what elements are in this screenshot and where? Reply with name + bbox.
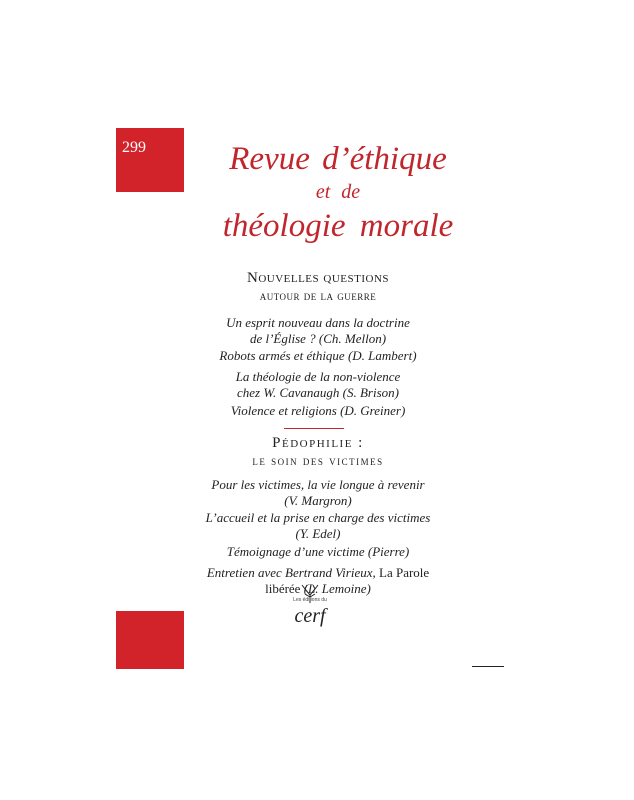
toc-entry-line	[188, 565, 448, 581]
publisher-name: cerf	[294, 605, 326, 627]
toc-entry-line: de l’Église ? (Ch. Mellon)	[249, 331, 387, 346]
publisher-small-text: Les éditions du	[293, 597, 327, 603]
section-heading-victims	[198, 435, 438, 469]
toc-entry-line: Témoignage d’une victime (Pierre)	[226, 544, 410, 559]
section-heading-victims-line-1: Pédophilie :	[272, 435, 364, 451]
toc-entry-line: L’accueil et la prise en charge des victimes	[205, 510, 431, 525]
toc-entry-upright: La Parole	[375, 565, 430, 580]
toc-entry-upright: libérée	[265, 581, 301, 596]
toc-entry-line: La théologie de la non-violence	[235, 369, 401, 384]
section-heading-war-line-1: Nouvelles questions	[246, 270, 390, 286]
toc-entry-margron	[188, 477, 448, 509]
toc-entry-italic: (L. Lemoine)	[300, 581, 371, 596]
toc-entry-lambert	[188, 348, 448, 364]
toc-entry-edel	[188, 510, 448, 542]
issue-number: 299	[122, 139, 146, 156]
publisher-logo	[285, 583, 335, 633]
toc-entry-pierre	[188, 544, 448, 560]
toc-entry-greiner	[188, 403, 448, 419]
toc-entry-italic: Entretien avec Bertrand Virieux,	[206, 565, 376, 580]
section-heading-war	[198, 270, 438, 304]
toc-entry-line: Un esprit nouveau dans la doctrine	[226, 315, 410, 330]
title-line-2: et de	[315, 181, 361, 203]
issue-number-block	[116, 128, 184, 192]
section-heading-victims-line-2: le soin des victimes	[252, 453, 384, 468]
title-line-3: théologie morale	[222, 208, 454, 244]
journal-title	[208, 140, 468, 246]
bottom-rule	[472, 666, 504, 667]
section-divider	[284, 428, 344, 429]
toc-entry-brison	[188, 369, 448, 401]
toc-entry-line: Violence et religions (D. Greiner)	[230, 403, 406, 418]
toc-entry-line: Pour les victimes, la vie longue à revenir	[211, 477, 425, 492]
title-line-1: Revue d’éthique	[229, 141, 447, 177]
bottom-red-block	[116, 611, 184, 669]
toc-entry-mellon	[188, 315, 448, 347]
toc-entry-line: chez W. Cavanaugh (S. Brison)	[236, 385, 399, 400]
section-heading-war-line-2: autour de la guerre	[259, 288, 377, 303]
toc-entry-line: (V. Margron)	[284, 493, 352, 508]
toc-entry-line: (Y. Edel)	[295, 526, 341, 541]
toc-entry-line: Robots armés et éthique (D. Lambert)	[219, 348, 417, 363]
